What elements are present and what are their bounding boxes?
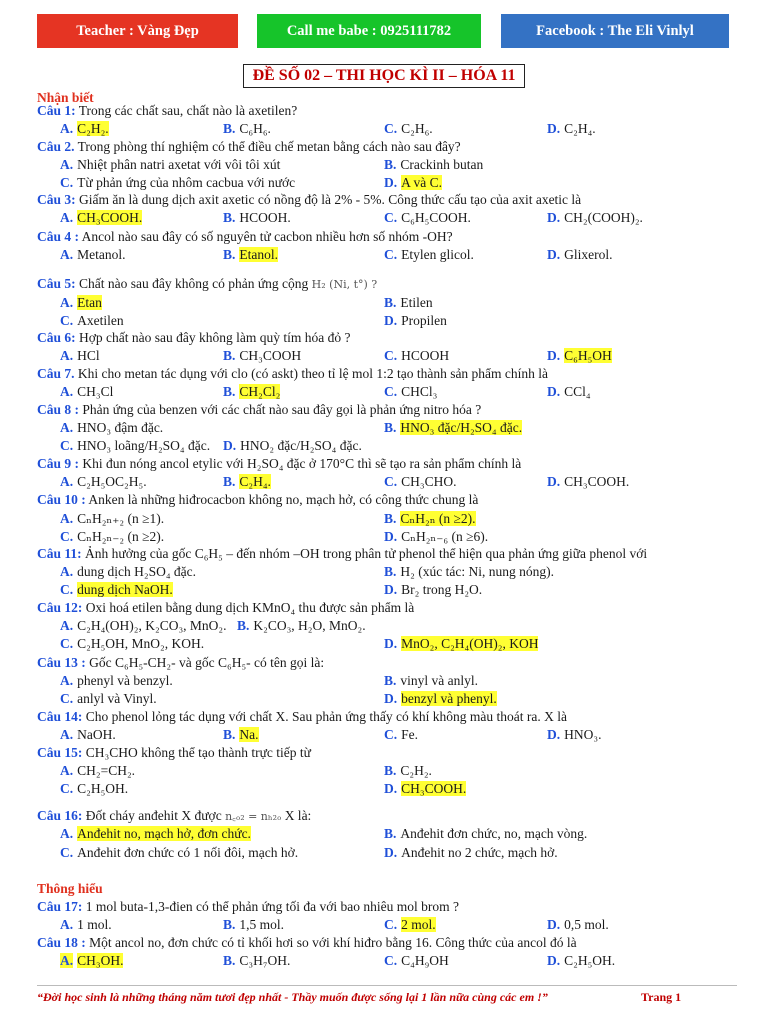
option-d: D. C₂H₄.	[547, 121, 596, 136]
option-a: A. C₂H₅OC₂H₅.	[60, 474, 147, 489]
option-d: D. 0,5 mol.	[547, 917, 609, 932]
option-a: A. Nhiệt phân natri axetat với vôi tôi xút	[60, 157, 281, 172]
options-8a	[37, 420, 742, 438]
option-c: C. CHCl₃	[384, 384, 438, 399]
option-b: B. H₂ (xúc tác: Ni, nung nóng).	[384, 564, 554, 579]
option-c: C. C₄H₉OH	[384, 953, 449, 968]
option-c: C. HCOOH	[384, 348, 450, 363]
option-a: A. CH₃COOH.	[60, 210, 143, 225]
options-2a	[37, 157, 742, 175]
section-understand: Thông hiểu	[37, 881, 103, 896]
question-1	[37, 103, 297, 119]
options-2b	[37, 175, 742, 193]
options-12a	[37, 618, 742, 636]
options-10a	[37, 511, 742, 529]
teacher-banner: Teacher : Vàng Đẹp	[37, 14, 238, 48]
options-3	[37, 210, 742, 228]
option-b: B. Anđehit đơn chức, no, mạch vòng.	[384, 826, 588, 841]
option-c: C. CₙH₂ₙ₋₂ (n ≥2).	[60, 529, 165, 544]
option-d: D. MnO₂, C₂H₄(OH)₂, KOH	[384, 636, 539, 651]
option-d: D. Propilen	[384, 313, 447, 328]
question-9: Câu 9 : Khi đun nóng ancol etylic với H₂SO₄ đặc ở 170°C thì sẽ tạo ra sản phẩm chính là	[37, 456, 522, 471]
option-d: D. HNO₂ đặc/H₂SO₄ đặc.	[223, 438, 362, 453]
section-recognize: Nhận biết	[37, 90, 94, 105]
option-c: C. Axetilen	[60, 313, 124, 328]
option-b: B. CH₃COOH	[223, 348, 302, 363]
option-b: B. Crackinh butan	[384, 157, 484, 172]
question-7: Câu 7. Khi cho metan tác dụng với clo (có askt) theo tỉ lệ mol 1:2 tạo thành sản phẩm chính là	[37, 366, 549, 381]
option-a: A. HNO₃ đậm đặc.	[60, 420, 164, 435]
options-17	[37, 917, 742, 935]
option-c: C. C₂H₆.	[384, 121, 433, 136]
option-d: D. CₙH₂ₙ₋₆ (n ≥6).	[384, 529, 489, 544]
option-d: D. CH₃COOH.	[547, 474, 630, 489]
option-a: A. Metanol.	[60, 247, 126, 262]
option-d: D. CH₃COOH.	[384, 781, 467, 796]
option-b: B. K₂CO₃, H₂O, MnO₂.	[237, 618, 366, 633]
option-c: C. HNO₃ loãng/H₂SO₄ đặc.	[60, 438, 211, 453]
option-b: B. vinyl và anlyl.	[384, 673, 479, 688]
formula-image: H₂ (Ni, t°) ?	[311, 278, 378, 291]
question-4: Câu 4 : Ancol nào sau đây có số nguyên tử cacbon nhiều hơn số nhóm -OH?	[37, 229, 453, 244]
options-4	[37, 247, 742, 265]
option-c: C. C₂H₅OH.	[60, 781, 129, 796]
options-14	[37, 727, 742, 745]
option-b: B. CₙH₂ₙ (n ≥2).	[384, 511, 476, 526]
option-d: D. CCl₄	[547, 384, 591, 399]
option-d: D. C₆H₅OH	[547, 348, 612, 363]
question-text: Trong các chất sau, chất nào là axetilen?	[78, 103, 298, 118]
options-10b	[37, 529, 742, 547]
option-b: B. 1,5 mol.	[223, 917, 285, 932]
phone-banner: Call me babe : 0925111782	[257, 14, 481, 48]
question-12: Câu 12: Oxi hoá etilen bằng dung dịch KMnO₄ thu được sản phẩm là	[37, 600, 415, 615]
options-15a	[37, 763, 742, 781]
option-d: D. HNO₃.	[547, 727, 602, 742]
option-a: A. C₂H₄(OH)₂, K₂CO₃, MnO₂.	[60, 618, 227, 633]
question-18: Câu 18 : Một ancol no, đơn chức có tỉ khối hơi so với khí hiđro bằng 16. Công thức của ancol đó là	[37, 935, 577, 950]
question-6: Câu 6: Hợp chất nào sau đây không làm quỳ tím hóa đỏ ?	[37, 330, 351, 345]
options-9	[37, 474, 742, 492]
question-15: Câu 15: CH₃CHO không thể tạo thành trực tiếp từ	[37, 745, 311, 760]
option-b: B. HNO₃ đặc/H₂SO₄ đặc.	[384, 420, 523, 435]
question-10: Câu 10 : Anken là những hiđrocacbon không no, mạch hở, có công thức chung là	[37, 492, 479, 507]
option-b: B. C₂H₄.	[223, 474, 271, 489]
option-d: D. A và C.	[384, 175, 443, 190]
question-label: Câu 1:	[37, 103, 76, 118]
option-b: B. Etanol.	[223, 247, 279, 262]
exam-title: ĐỀ SỐ 02 – THI HỌC KÌ II – HÓA 11	[243, 64, 525, 88]
options-1	[37, 121, 742, 139]
option-a: A. CH₂=CH₂.	[60, 763, 136, 778]
option-c: C. 2 mol.	[384, 917, 436, 932]
option-d: D. CH₂(COOH)₂.	[547, 210, 643, 225]
options-13a	[37, 673, 742, 691]
options-15b	[37, 781, 742, 799]
options-5b	[37, 313, 742, 331]
option-d: D. C₂H₅OH.	[547, 953, 616, 968]
option-c: C. Anđehit đơn chức có 1 nối đôi, mạch hở.	[60, 845, 299, 860]
option-a: A. CH₃OH.	[60, 953, 124, 968]
option-a: A. CH₃Cl	[60, 384, 114, 399]
formula-image: n꜀ₒ₂ = nₕ₂ₒ	[225, 810, 282, 823]
option-c: C. anlyl và Vinyl.	[60, 691, 157, 706]
footer-divider	[37, 985, 737, 986]
option-b: B. CH₂Cl₂	[223, 384, 281, 399]
option-a: A. 1 mol.	[60, 917, 112, 932]
options-6	[37, 348, 742, 366]
question-2: Câu 2. Trong phòng thí nghiệm có thể điều chế metan bằng cách nào sau đây?	[37, 139, 461, 154]
options-16a	[37, 826, 742, 844]
option-c: C. CH₃CHO.	[384, 474, 457, 489]
question-14: Câu 14: Cho phenol lỏng tác dụng với chất X. Sau phản ứng thấy có khí không màu thoát ra. X là	[37, 709, 568, 724]
option-b: B. Na.	[223, 727, 259, 742]
option-b: B. C₂H₂.	[384, 763, 432, 778]
option-b: B. HCOOH.	[223, 210, 291, 225]
question-13: Câu 13 : Gốc C₆H₅-CH₂- và gốc C₆H₅- có tên gọi là:	[37, 655, 325, 670]
option-a: A. Anđehit no, mạch hở, đơn chức.	[60, 826, 251, 841]
option-d: D. Anđehit no 2 chức, mạch hở.	[384, 845, 558, 860]
options-5a	[37, 295, 742, 313]
options-11b	[37, 582, 742, 600]
option-a: A. dung dịch H₂SO₄ đặc.	[60, 564, 197, 579]
option-c: C. C₂H₅OH, MnO₂, KOH.	[60, 636, 205, 651]
question-3: Câu 3: Giấm ăn là dung dịch axit axetic có nồng độ là 2% - 5%. Công thức cấu tạo của axit axetic là	[37, 192, 582, 207]
option-b: B. Etilen	[384, 295, 433, 310]
question-11: Câu 11: Ảnh hưởng của gốc C₆H₅ – đến nhóm –OH trong phân tử phenol thể hiện qua phản ứng giữa phenol với	[37, 546, 648, 561]
option-c: C. dung dịch NaOH.	[60, 582, 173, 597]
option-c: C. C₆H₅COOH.	[384, 210, 471, 225]
options-13b	[37, 691, 742, 709]
option-d: D. benzyl và phenyl.	[384, 691, 497, 706]
option-c: C. Fe.	[384, 727, 418, 742]
option-d: D. Glixerol.	[547, 247, 613, 262]
option-b: B. C₃H₇OH.	[223, 953, 291, 968]
option-b: B. C₆H₆.	[223, 121, 271, 136]
options-7	[37, 384, 742, 402]
page-number: Trang 1	[641, 990, 682, 1004]
option-a: A. C₂H₂.	[60, 121, 109, 136]
option-c: C. Etylen glicol.	[384, 247, 474, 262]
option-a: A. Etan	[60, 295, 102, 310]
options-8b	[37, 438, 742, 456]
question-17: Câu 17: 1 mol buta-1,3-đien có thể phản ứng tối đa với bao nhiêu mol brom ?	[37, 899, 460, 914]
footer-quote: “Đời học sinh là những tháng năm tươi đẹp nhất - Thầy muốn được sống lại 1 lần nữa cùng các em !”	[37, 990, 548, 1004]
options-12b	[37, 636, 742, 654]
option-a: A. HCl	[60, 348, 100, 363]
option-c: C. Từ phản ứng của nhôm cacbua với nước	[60, 175, 296, 190]
options-16b	[37, 845, 742, 863]
option-a: A. CₙH₂ₙ₊₂ (n ≥1).	[60, 511, 165, 526]
facebook-banner: Facebook : The Eli Vinlyl	[501, 14, 729, 48]
question-5: Câu 5: Chất nào sau đây không có phản ứng cộng H₂ (Ni, t°) ?	[37, 276, 378, 291]
option-d: D. Br₂ trong H₂O.	[384, 582, 483, 597]
options-11a	[37, 564, 742, 582]
options-18	[37, 953, 742, 971]
question-8: Câu 8 : Phản ứng của benzen với các chất nào sau đây gọi là phản ứng nitro hóa ?	[37, 402, 482, 417]
option-a: A. phenyl và benzyl.	[60, 673, 173, 688]
option-a: A. NaOH.	[60, 727, 116, 742]
question-16: Câu 16: Đốt cháy anđehit X được n꜀ₒ₂ = nₕ₂ₒ X là:	[37, 808, 312, 823]
